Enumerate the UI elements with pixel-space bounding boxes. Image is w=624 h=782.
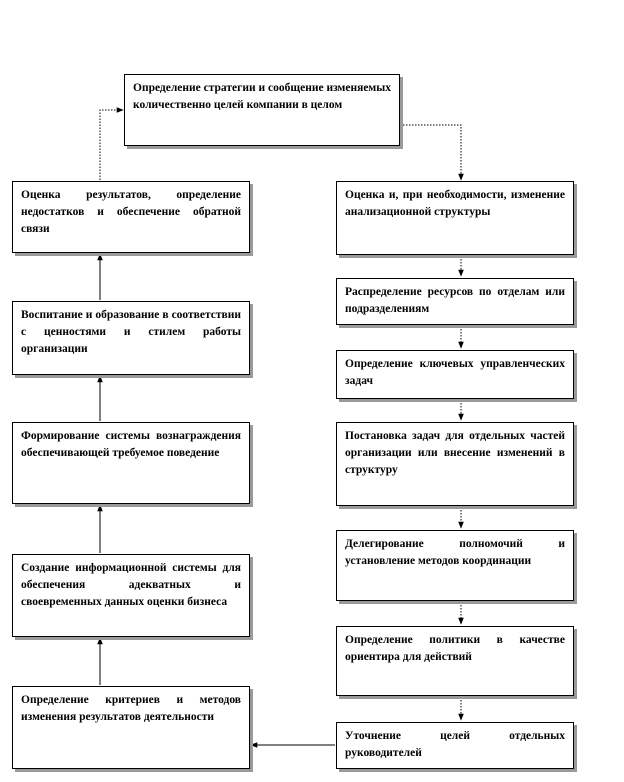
box-task-setting: Постановка задач для отдельных частей организации или внесение изменений в структуру	[336, 422, 574, 506]
box-manager-goals: Уточнение целей отдельных руководителей	[336, 722, 574, 769]
box-results-evaluation: Оценка результатов, определение недостатков и обеспечение обратной связи	[12, 181, 250, 253]
box-delegation: Делегирование полномочий и установление методов координации	[336, 530, 574, 601]
box-criteria: Определение критериев и методов изменения результатов деятельности	[12, 686, 250, 769]
box-education: Воспитание и образование в соответствии с ценностями и стилем работы организации	[12, 301, 250, 375]
box-structure-evaluation: Оценка и, при необходимости, изменение анализационной структуры	[336, 181, 574, 255]
arrow-top-to-structure	[400, 125, 461, 180]
box-information-system: Создание информационной системы для обеспечения адекватных и своевременных данных оценки бизнеса	[12, 554, 250, 637]
box-strategy: Определение стратегии и сообщение изменяемых количественно целей компании в целом	[124, 74, 400, 146]
box-policy: Определение политики в качестве ориентира для действий	[336, 626, 574, 696]
arrow-evaluation-to-top	[100, 110, 123, 180]
box-resource-distribution: Распределение ресурсов по отделам или подразделениям	[336, 278, 574, 325]
box-key-tasks: Определение ключевых управленческих задач	[336, 350, 574, 399]
box-reward-system: Формирование системы вознаграждения обеспечивающей требуемое поведение	[12, 422, 250, 504]
